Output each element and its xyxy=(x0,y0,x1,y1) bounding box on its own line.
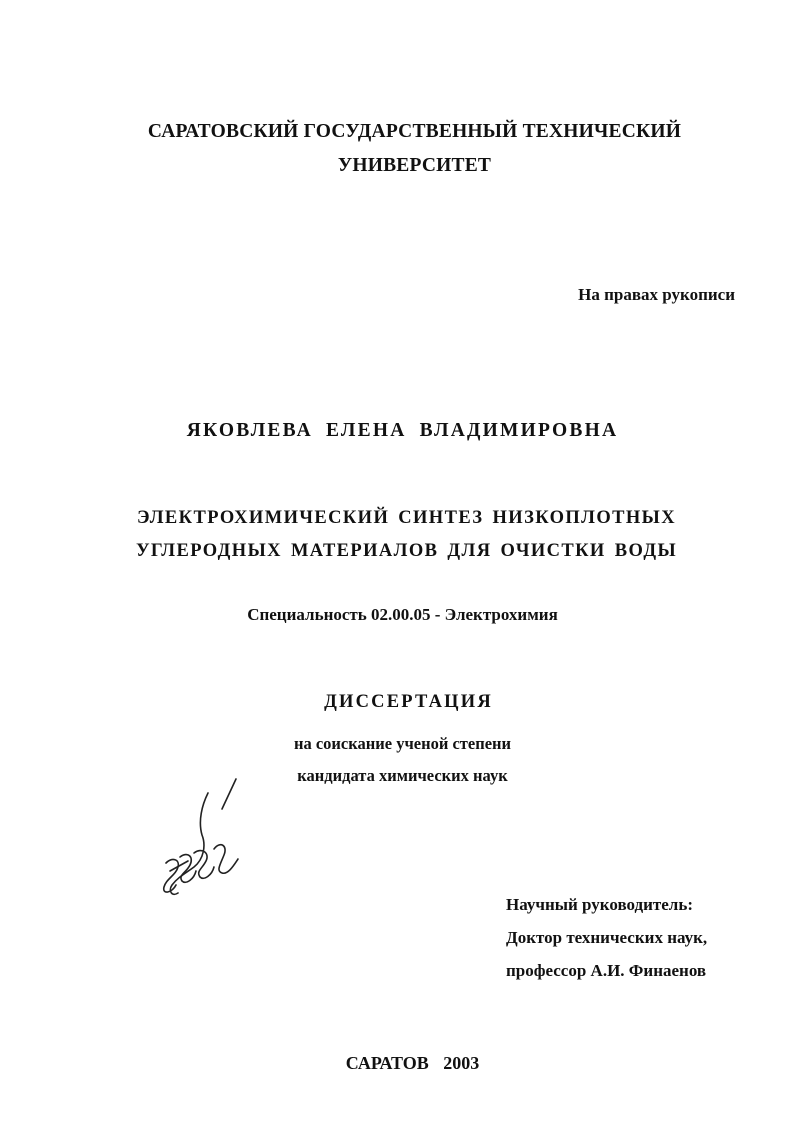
dissertation-title-line-2: УГЛЕРОДНЫХ МАТЕРИАЛОВ ДЛЯ ОЧИСТКИ ВОДЫ xyxy=(135,541,678,561)
city-year: САРАТОВ 2003 xyxy=(345,1053,480,1073)
supervisor-title: Доктор технических наук, xyxy=(506,928,708,947)
handwritten-signature xyxy=(158,775,248,900)
manuscript-rights-note: На правах рукописи xyxy=(578,285,735,304)
supervisor-label: Научный руководитель: xyxy=(506,895,693,914)
university-name-line-1: САРАТОВСКИЙ ГОСУДАРСТВЕННЫЙ ТЕХНИЧЕСКИЙ xyxy=(147,121,682,142)
document-type: ДИССЕРТАЦИЯ xyxy=(324,692,493,712)
supervisor-name: профессор А.И. Финаенов xyxy=(506,961,707,980)
degree-line-1: на соискание ученой степени xyxy=(293,734,512,753)
university-name-line-2: УНИВЕРСИТЕТ xyxy=(337,155,492,176)
dissertation-title-line-1: ЭЛЕКТРОХИМИЧЕСКИЙ СИНТЕЗ НИЗКОПЛОТНЫХ xyxy=(136,508,677,528)
specialty: Специальность 02.00.05 - Электрохимия xyxy=(247,605,558,624)
author-name: ЯКОВЛЕВА ЕЛЕНА ВЛАДИМИРОВНА xyxy=(186,420,619,441)
degree-line-2: кандидата химических наук xyxy=(297,766,508,785)
